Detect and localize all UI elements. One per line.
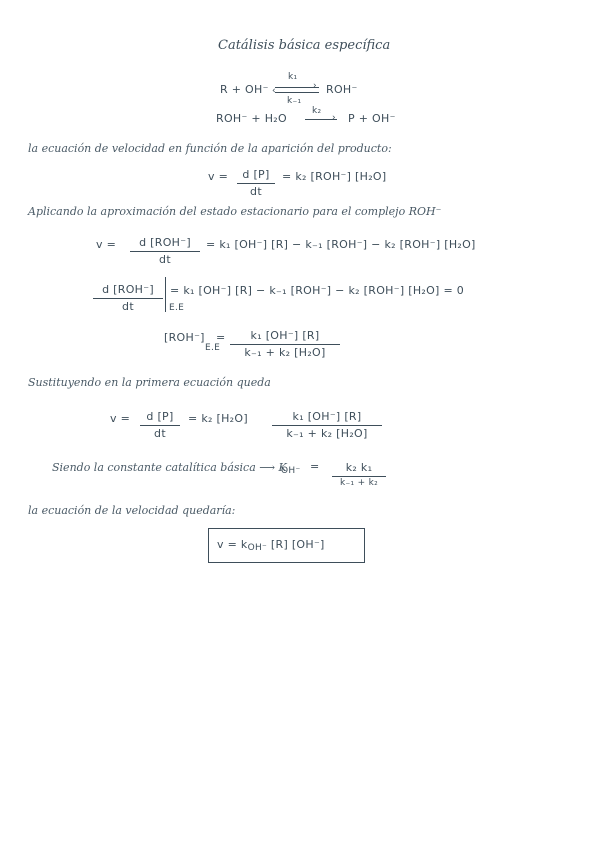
eq4-lhs: [ROH⁻] [164, 331, 205, 344]
text-rate-equation-intro: la ecuación de velocidad en función de la aparición del producto: [28, 142, 392, 155]
text-steady-state-intro: Aplicando la aproximación del estado estacionario para el complejo ROH⁻ [28, 205, 442, 218]
reaction-2-left: ROH⁻ + H₂O [216, 112, 287, 125]
final-eq-start: v = kOH⁻ [R] [OH⁻] [217, 538, 325, 553]
eq3-denominator: dt [122, 300, 134, 313]
page-title: Catálisis básica específica [218, 38, 391, 53]
eq5-denominator-2: k₋₁ + k₂ [H₂O] [286, 427, 368, 440]
eq2-lhs: v = [96, 238, 117, 251]
eq1-fraction [237, 168, 275, 198]
reaction-1-right: ROH⁻ [326, 83, 358, 96]
eq6-equals: = [310, 460, 320, 473]
reaction-2-arrowhead-icon: › [332, 113, 336, 123]
eq6-fraction [332, 461, 386, 488]
eq4-equals: = [216, 331, 226, 344]
eq5-fraction-2 [272, 410, 382, 440]
eq6-denominator: k₋₁ + k₂ [339, 478, 379, 488]
forward-arrowhead-icon: › [313, 81, 317, 91]
eq3-evaluation-bar [165, 277, 166, 312]
eq5-fraction [140, 410, 180, 440]
eq5-numerator-2: k₁ [OH⁻] [R] [292, 410, 362, 423]
eq5-denominator: dt [154, 427, 166, 440]
eq6-numerator: k₂ k₁ [345, 461, 373, 474]
text-final-intro: la ecuación de la velocidad quedaría: [28, 504, 236, 517]
eq1-numerator: d [P] [242, 168, 270, 181]
reaction-2-k: k₂ [312, 106, 322, 116]
eq2-rhs: = k₁ [OH⁻] [R] − k₋₁ [ROH⁻] − k₂ [ROH⁻] [H₂O] [206, 238, 476, 251]
final-equation-box [208, 528, 365, 563]
reverse-arrow-icon [275, 92, 319, 93]
eq2-fraction [130, 236, 200, 266]
eq3-subscript: E.E [169, 303, 185, 313]
eq4-denominator: k₋₁ + k₂ [H₂O] [244, 346, 326, 359]
eq1-rhs: = k₂ [ROH⁻] [H₂O] [282, 170, 387, 183]
final-eq-rest: [R] [OH⁻] [267, 538, 325, 551]
eq3-numerator: d [ROH⁻] [102, 283, 154, 296]
eq4-numerator: k₁ [OH⁻] [R] [250, 329, 320, 342]
eq3-rhs: = k₁ [OH⁻] [R] − k₋₁ [ROH⁻] − k₂ [ROH⁻] [H₂O] = 0 [170, 284, 465, 297]
reaction-2-right: P + OH⁻ [348, 112, 396, 125]
eq4-fraction [230, 329, 340, 359]
eq5-mid: = k₂ [H₂O] [188, 412, 248, 425]
eq5-numerator: d [P] [146, 410, 174, 423]
reaction-1-k-forward: k₁ [288, 72, 298, 82]
eq2-numerator: d [ROH⁻] [139, 236, 191, 249]
eq4-subscript: E.E [205, 343, 221, 353]
eq1-denominator: dt [250, 185, 262, 198]
eq1-lhs: v = [208, 170, 229, 183]
reaction-1-k-reverse: k₋₁ [287, 96, 302, 106]
eq6-text: Siendo la constante catalítica básica ⟶ K [52, 461, 287, 474]
reverse-arrowhead-icon: ‹ [272, 86, 276, 96]
final-eq-subscript: OH⁻ [247, 543, 268, 553]
eq3-fraction [93, 283, 163, 313]
reaction-1-left: R + OH⁻ [220, 83, 269, 96]
eq6-subscript: OH⁻ [281, 466, 301, 476]
eq5-lhs: v = [110, 412, 131, 425]
eq2-denominator: dt [159, 253, 171, 266]
text-substitution-intro: Sustituyendo en la primera ecuación queda [28, 376, 271, 389]
